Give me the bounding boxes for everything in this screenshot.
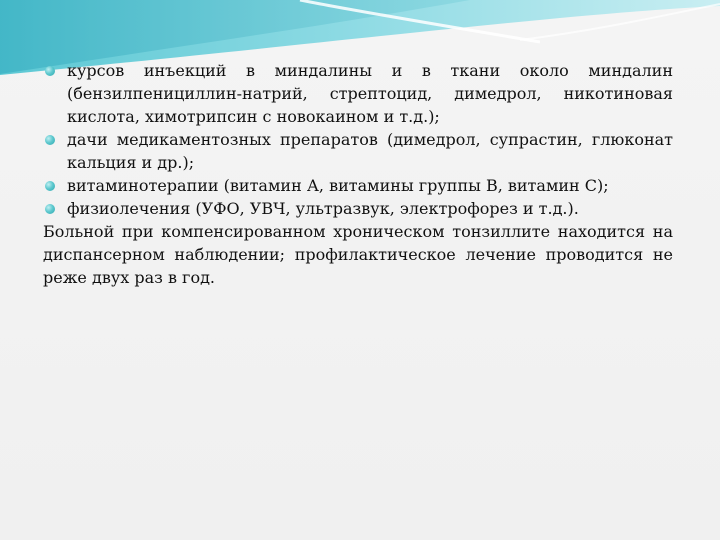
bullet-text: дачи медикаментозных препаратов (димедрол, супрастин, глюконат кальция и др.);	[67, 130, 673, 172]
bullet-item	[43, 128, 673, 174]
bullet-circle-icon	[45, 66, 55, 76]
bullet-circle-icon	[45, 181, 55, 191]
bullet-item	[43, 174, 673, 197]
bullet-item	[43, 59, 673, 128]
bullet-text: курсов инъекций в миндалины и в ткани около миндалин (бензилпенициллин-натрий, стрептоцид, димедрол, никотиновая кислота, химотрипсин с новокаином и т.д.);	[67, 61, 673, 126]
body-paragraph: Больной при компенсированном хроническом тонзиллите находится на диспансерном наблюдении; профилактическое лечение проводится не реже двух раз в год.	[43, 222, 673, 287]
bullet-item	[43, 197, 673, 220]
slide-content	[43, 59, 673, 289]
bullet-circle-icon	[45, 204, 55, 214]
bullet-text: витаминотерапии (витамин А, витамины группы В, витамин С);	[67, 176, 609, 195]
bullet-text: физиолечения (УФО, УВЧ, ультразвук, электрофорез и т.д.).	[67, 199, 579, 218]
bullet-circle-icon	[45, 135, 55, 145]
